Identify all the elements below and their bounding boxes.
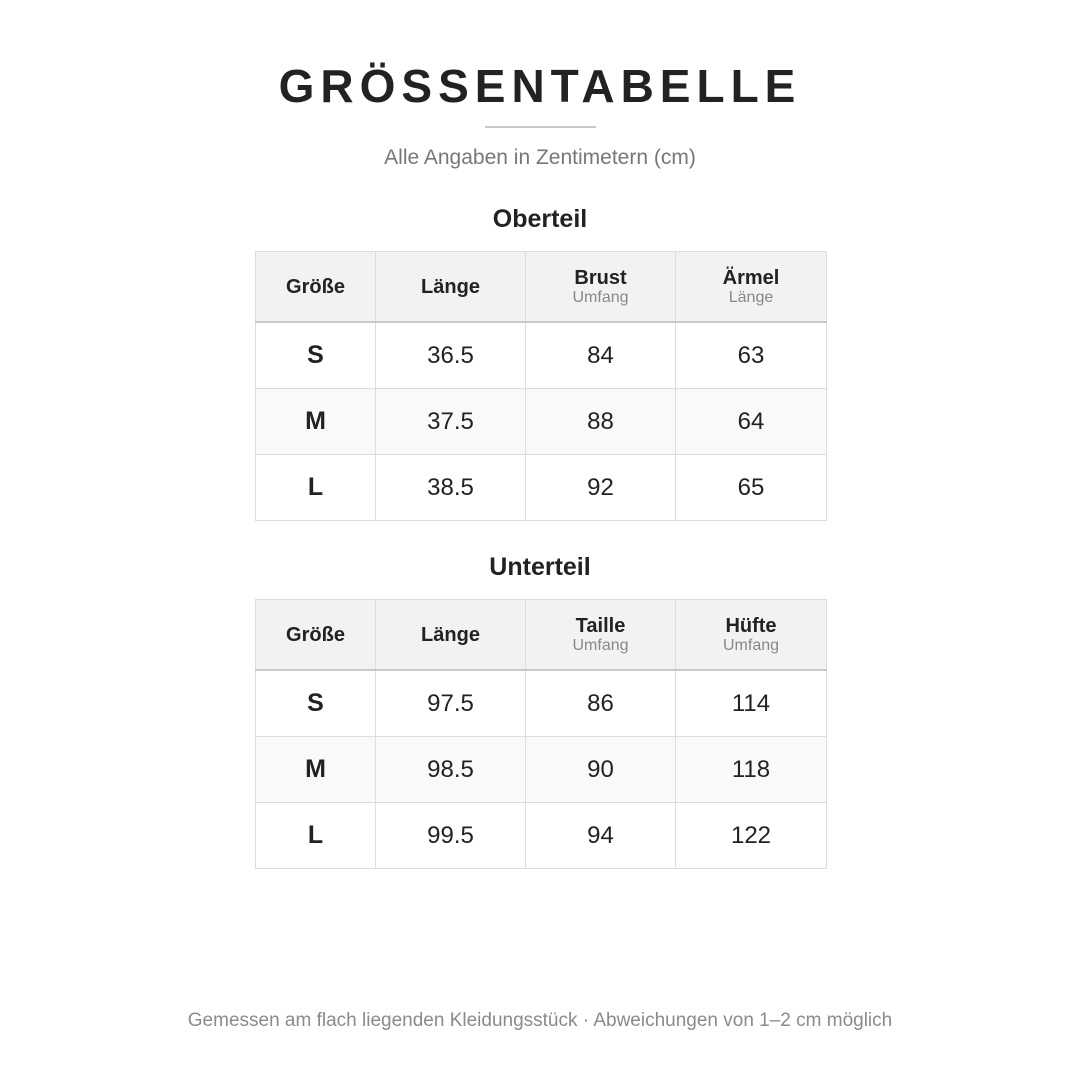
column-header-sleeve <box>676 252 827 323</box>
column-label: Größe <box>286 275 345 298</box>
table-cell: 36.5 <box>376 322 526 389</box>
measurement-note: Gemessen am flach liegenden Kleidungsstück · Abweichungen von 1–2 cm möglich <box>187 1010 893 1031</box>
column-header-size <box>256 252 376 323</box>
table-cell: 84 <box>526 322 676 389</box>
column-label: Taille <box>575 614 626 637</box>
table-cell: 99.5 <box>376 803 526 869</box>
units-subtitle: Alle Angaben in Zentimetern (cm) <box>384 146 696 169</box>
column-sublabel: Umfang <box>722 636 780 654</box>
table-header-row <box>256 252 827 323</box>
size-cell: S <box>256 322 376 389</box>
size-table-top <box>255 251 827 521</box>
table-cell: 37.5 <box>376 389 526 455</box>
table-cell: 64 <box>676 389 827 455</box>
size-cell: L <box>256 455 376 521</box>
table-header-row <box>256 600 827 671</box>
column-header-chest <box>526 252 676 323</box>
size-cell: M <box>256 389 376 455</box>
table-cell: 88 <box>526 389 676 455</box>
table-row <box>256 803 827 869</box>
column-label: Länge <box>421 623 480 646</box>
title-divider <box>485 126 596 128</box>
table-row <box>256 670 827 737</box>
size-cell: L <box>256 803 376 869</box>
size-cell: M <box>256 737 376 803</box>
column-label: Brust <box>574 266 627 289</box>
table-row <box>256 389 827 455</box>
section-title-bottom: Unterteil <box>489 553 591 581</box>
table-cell: 114 <box>676 670 827 737</box>
column-label: Ärmel <box>722 266 780 289</box>
column-label: Hüfte <box>725 614 777 637</box>
table-row <box>256 322 827 389</box>
page-title: GRÖSSENTABELLE <box>278 60 802 112</box>
table-row <box>256 737 827 803</box>
table-cell: 122 <box>676 803 827 869</box>
table-cell: 98.5 <box>376 737 526 803</box>
column-header-hip <box>676 600 827 671</box>
table-cell: 86 <box>526 670 676 737</box>
column-label: Größe <box>286 623 345 646</box>
column-header-length <box>376 600 526 671</box>
size-cell: S <box>256 670 376 737</box>
table-row <box>256 455 827 521</box>
table-cell: 97.5 <box>376 670 526 737</box>
table-cell: 92 <box>526 455 676 521</box>
size-table-bottom <box>255 599 827 869</box>
table-cell: 94 <box>526 803 676 869</box>
section-title-top: Oberteil <box>492 205 588 233</box>
column-label: Länge <box>421 275 480 298</box>
column-sublabel: Umfang <box>572 288 629 306</box>
table-cell: 65 <box>676 455 827 521</box>
column-sublabel: Umfang <box>572 636 629 654</box>
column-header-length <box>376 252 526 323</box>
column-header-size <box>256 600 376 671</box>
table-cell: 118 <box>676 737 827 803</box>
table-cell: 63 <box>676 322 827 389</box>
column-sublabel: Länge <box>728 288 774 306</box>
table-cell: 90 <box>526 737 676 803</box>
table-cell: 38.5 <box>376 455 526 521</box>
column-header-waist <box>526 600 676 671</box>
